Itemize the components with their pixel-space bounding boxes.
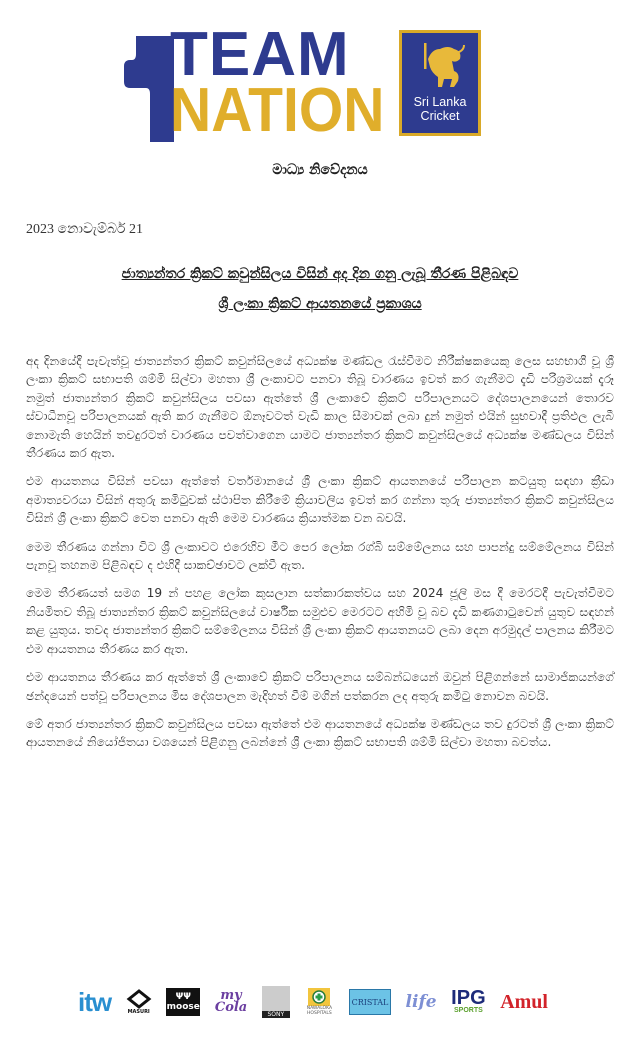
nawaloka-cross-icon bbox=[308, 988, 330, 1006]
ipg-text: IPG bbox=[451, 987, 486, 1009]
nawaloka-text-1: NAWALOKA bbox=[306, 1006, 333, 1011]
moose-text: moose bbox=[166, 1002, 200, 1012]
sri-lanka-cricket-name bbox=[402, 95, 478, 123]
release-title-line1: ජාත්‍යන්තර ක්‍රිකට් කවුන්සිලය විසින් අද දින ගනු ලැබූ තීරණ පිළිබඳව bbox=[121, 266, 519, 282]
sponsor-itw-logo: itw bbox=[78, 986, 112, 1017]
sponsor-moose-logo bbox=[166, 988, 200, 1016]
board-name-line2: Cricket bbox=[420, 109, 460, 123]
paragraph: මෙම තීරණයත් සමග 19 න් පහළ ලෝක කුසලාන සත්කාරකත්වය සහ 2024 ජූලි මස දී මෙරටදී පැවැත්වීමට නියමිතව තිබූ ජාත්‍යන්තර ක්‍රිකට් කවුන්සිලයේ වාර්ෂික සමුළුව මෙරටට අහිමි වූ බව දැඩි කණගාටුවෙන් යුතුව සඳහන් කළ යුතුය. තවද ජාත්‍යන්තර ක්‍රිකට් සම්මේලනය විසින් ශ්‍රී ලංකා ක්‍රිකට් ආයතනයට ලබා දෙන අරමුදල් පාලනය කිරීමට එම ආයතනය තීරණය කර ඇත. bbox=[26, 586, 614, 656]
release-date: 2023 නොවැම්බර් 21 bbox=[26, 222, 144, 237]
ipg-sports-text: SPORTS bbox=[454, 1007, 483, 1014]
mycola-text-2: Cola bbox=[214, 1000, 248, 1015]
sponsor-logos bbox=[78, 982, 548, 1022]
logo-nation-text: NATION bbox=[170, 76, 385, 145]
one-team-nation-logo bbox=[122, 20, 484, 150]
antlers-icon: ΨΨ bbox=[175, 992, 191, 1002]
sony-text: SONY bbox=[262, 1011, 290, 1018]
sponsor-cristal-logo: CRISTAL bbox=[349, 989, 391, 1015]
release-body bbox=[26, 352, 614, 762]
masuri-text: MASURI bbox=[127, 1009, 150, 1015]
sponsor-amul-logo: Amul bbox=[500, 990, 548, 1013]
sponsor-mycola-logo bbox=[215, 985, 247, 1019]
paragraph: මෙම තීරණය ගන්නා විට ශ්‍රී ලංකාවට එරෙහිව මීට පෙර ලෝක රග්බි සම්මේලනය සහ පාපන්දු සම්මේලනය විසින් පැනවූ තහනම පිළිබඳව ද එහිදී සාකච්ඡාවට ලක්වී ඇත. bbox=[26, 539, 614, 573]
life-text: life bbox=[405, 992, 437, 1012]
sponsor-sony-logo bbox=[262, 986, 290, 1018]
sponsor-nawaloka-logo bbox=[304, 986, 334, 1018]
lion-with-sword-icon bbox=[418, 41, 466, 91]
paragraph: මේ අතර ජාත්‍යන්තර ක්‍රිකට් කවුන්සිලය පවසා ඇත්තේ එම ආයතනයේ අධ්‍යක්ෂ මණ්ඩලය තව දුරටත් ශ්‍රී ලංකා ක්‍රිකට් ආයතනයේ නියෝජිතයා වශයෙන් පිළිගනු ලබන්නේ ශ්‍රී ලංකා ක්‍රිකට් සභාපති ශම්මි සිල්වා මහතා බවත්ය. bbox=[26, 716, 614, 750]
paragraph: එම ආයතනය විසින් පවසා ඇත්තේ වර්තමානයේ ශ්‍රී ලංකා ක්‍රිකට් ආයතනයේ පරිපාලන කටයුතු සඳහා ක්‍රීඩා අමාත්‍යවරයා විසින් අතුරු කමිටුවක් ස්ථාපිත කිරීමේ ක්‍රියාවලිය ඉවත් කර ගන්නා තුරු ජාත්‍යන්තර ක්‍රිකට් කවුන්සිලය විසින් ශ්‍රී ලංකා ක්‍රිකට් වෙත පනවා ඇති මෙම වාරණය ක්‍රියාත්මක වන බවයි. bbox=[26, 474, 614, 526]
paragraph: අද දිනයේදී පැවැත්වූ ජාත්‍යන්තර ක්‍රිකට් කවුන්සිලයේ අධ්‍යක්ෂ මණ්ඩල රැස්වීමට නිරීක්ෂකයෙකු ලෙස සහභාගී වූ ශ්‍රී ලංකා ක්‍රිකට් සභාපති ශම්මි සිල්වා මහතා ශ්‍රී ලංකාවට පනවා තිබූ වාරණය ඉවත් කර ගැනීමට දැඩි පරිශ්‍රමයක් දැරූ නමුත් ජාත්‍යන්තර ක්‍රිකට් කවුන්සිලය පවසා ඇත්තේ ශ්‍රී ලංකාවේ ක්‍රිකට් පරිපාලනයට දේශපාලනයෙන් තොරව ස්වාධීනවූ පරිපාලනයක් ඇති කර ගැනීමට ඕනෑවටත් වැඩි කාල සීමාවක් ලබා දුන් නමුත් එයින් සුභවාදී ප්‍රතිඵල ලැබී නොමැති හෙයින් තවදුරටත් වාරණය පවත්වාගෙන යාමට ජාත්‍යන්තර ක්‍රිකට් කවුන්සිලයේ අධ්‍යක්ෂ මණ්ඩලය විසින් තීරණය කර ඇත. bbox=[26, 354, 614, 461]
board-name-line1: Sri Lanka bbox=[413, 95, 467, 109]
mycola-text-1: my bbox=[220, 988, 242, 1003]
release-title-line2: ශ්‍රී ලංකා ක්‍රිකට් ආයතනයේ ප්‍රකාශය bbox=[218, 296, 422, 312]
logo-team-text: TEAM bbox=[170, 20, 350, 89]
masuri-icon bbox=[126, 989, 152, 1009]
sponsor-masuri-logo bbox=[126, 985, 152, 1019]
media-release-heading: මාධ්‍ය නිවේදනය bbox=[272, 162, 368, 178]
sponsor-life-logo bbox=[406, 985, 437, 1019]
paragraph: එම ආයතනය තීරණය කර ඇත්තේ ශ්‍රී ලංකාවේ ක්‍රිකට් පරිපාලනය සම්බන්ධයෙන් ඔවුන් පිළිගන්නේ සාමාජිකයන්ගේ ඡන්දයෙන් පත්වූ පරිපාලනය මිස දේශපාලන මැදිහත් වීම් මගින් පත්කරන ලද අතුරු කමිටු නොවන බවයි. bbox=[26, 670, 614, 703]
sri-lanka-cricket-logo bbox=[399, 30, 481, 136]
nawaloka-text-2: HOSPITALS bbox=[307, 1011, 332, 1016]
sponsor-ipg-sports-logo bbox=[451, 985, 485, 1019]
